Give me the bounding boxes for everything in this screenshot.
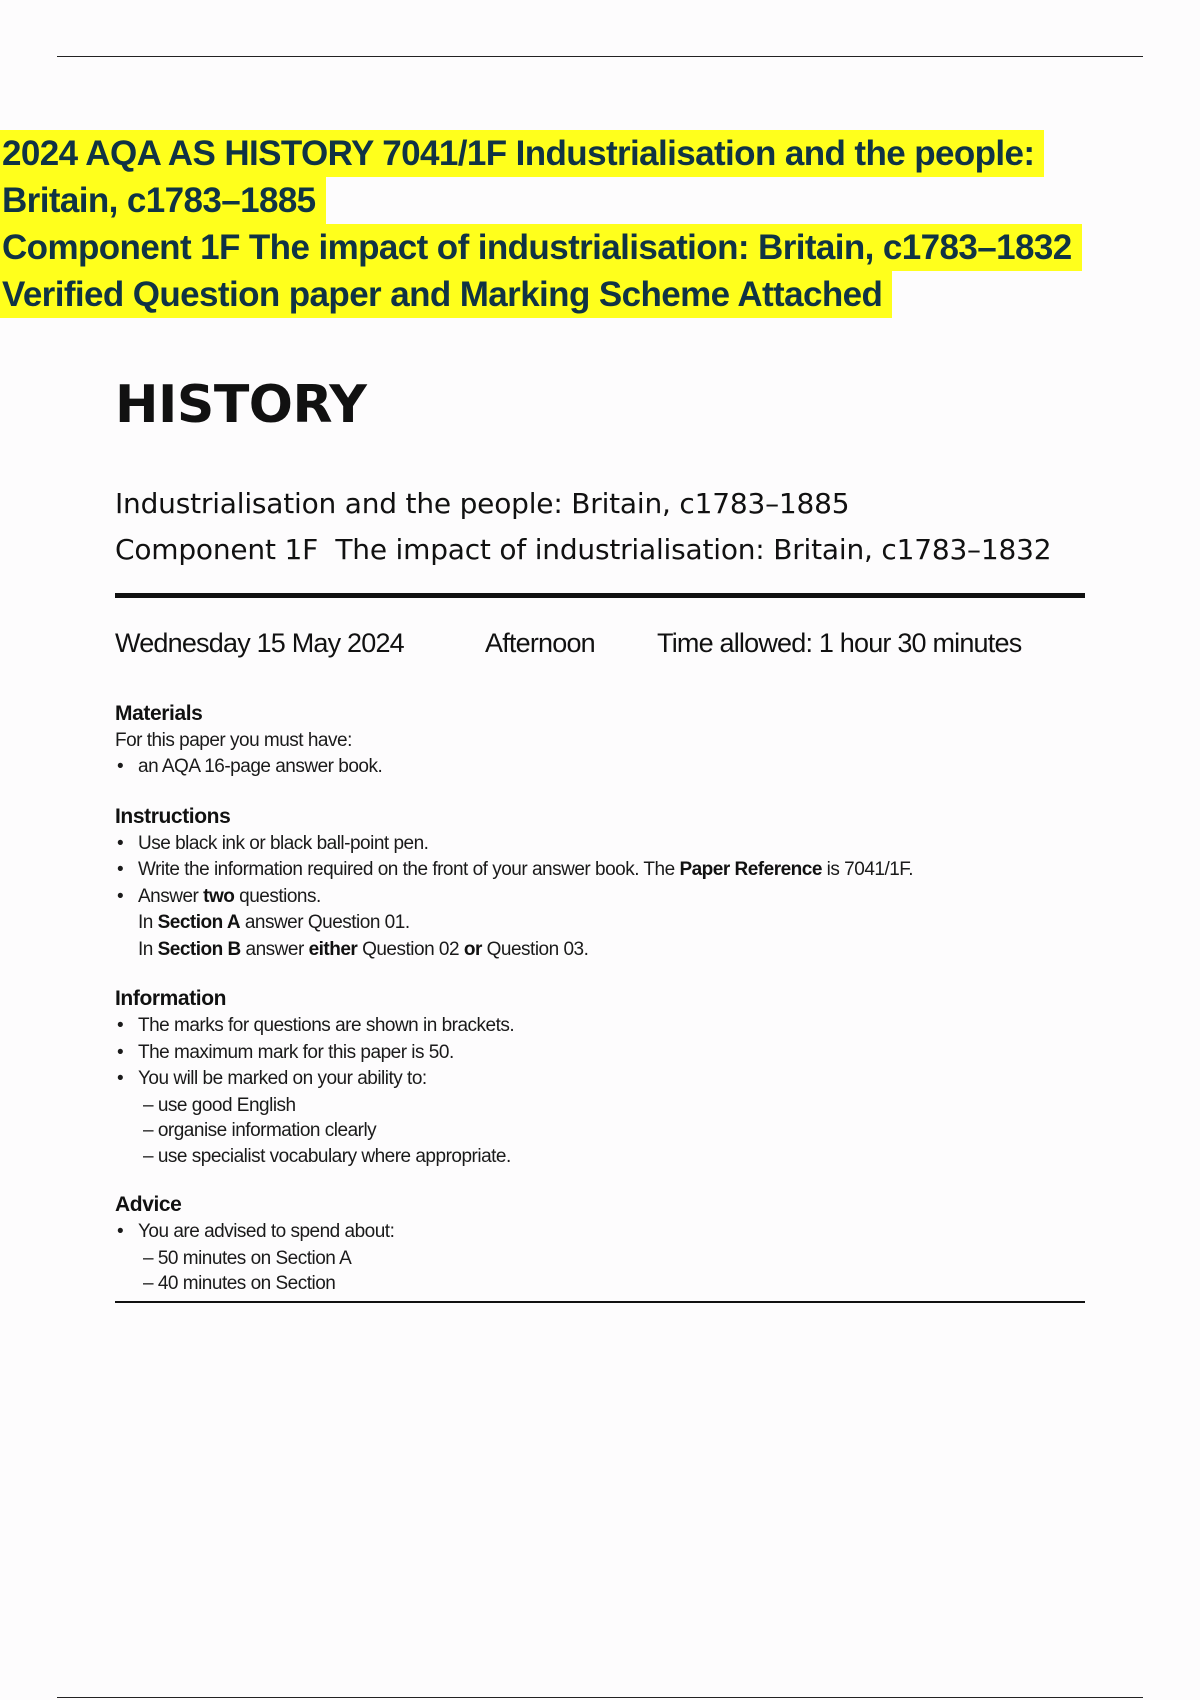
list-subitem: – use good English [143,1094,296,1116]
list-item: • an AQA 16-page answer book. [115,754,1085,781]
materials-list [115,754,1085,781]
exam-date: Wednesday 15 May 2024 [115,628,404,658]
banner-line: Verified Question paper and Marking Scheme Attached [0,271,892,318]
emphasis: either [308,938,358,960]
list-subitem: – use specialist vocabulary where appropriate. [143,1145,511,1167]
advice-section [115,1191,1085,1297]
list-item: • You will be marked on your ability to: [115,1066,1085,1093]
section-heading: Instructions [115,804,231,828]
section-heading: Advice [115,1193,182,1216]
information-section [115,985,1085,1169]
text-run: is 7041/1F. [821,859,914,880]
materials-section [115,700,1085,781]
list-subitem: – 50 minutes on Section A [143,1247,352,1269]
text-run: In [138,912,158,933]
list-subitem: – 40 minutes on Section [143,1273,336,1294]
materials-intro: For this paper you must have: [115,730,352,751]
subtitles [115,481,1085,573]
advice-list [115,1219,1085,1246]
paper-reference-label: Paper Reference [679,859,822,880]
component-subtitle: Component 1F The impact of industrialisation: Britain, c1783–1832 [115,533,1052,566]
text-run: answer Question 01. [240,912,410,933]
header-divider [115,593,1085,598]
section-a-note [115,910,1085,937]
emphasis: Section B [157,938,241,960]
text-run: answer [240,938,309,960]
list-item: • You are advised to spend about: [115,1219,1085,1246]
section-heading: Information [115,987,227,1010]
exam-meta [115,628,1085,668]
emphasis: or [463,938,482,960]
section-heading: Materials [115,702,203,725]
section-b-note [115,937,1085,964]
top-page-rule [57,56,1143,57]
instructions-list [115,831,1085,911]
page-title: HISTORY [115,375,367,435]
instructions-section [115,803,1085,964]
exam-session: Afternoon [485,628,595,658]
banner-line: Component 1F The impact of industrialisation: Britain, c1783–1832 [0,224,1082,271]
exam-cover [115,375,1085,1303]
emphasis: two [203,885,235,907]
banner-line: 2024 AQA AS HISTORY 7041/1F Industrialisation and the people: [0,130,1044,177]
paper-subtitle: Industrialisation and the people: Britain, c1783–1885 [115,487,850,520]
text-run: questions. [234,885,321,907]
list-item [115,884,1085,911]
text-run: Write the information required on the front of your answer book. The [138,859,680,880]
list-item [115,857,1085,884]
list-item: • The marks for questions are shown in brackets. [115,1013,1085,1040]
time-allowed: Time allowed: 1 hour 30 minutes [657,628,1022,658]
emphasis: Section A [157,912,241,933]
list-item: • Use black ink or black ball-point pen. [115,831,1085,858]
text-run: Question 03. [481,938,589,960]
document-banner [0,130,1140,318]
information-list [115,1013,1085,1093]
list-subitem: – organise information clearly [143,1120,377,1141]
footer-divider [115,1301,1085,1303]
text-run: In [138,938,158,960]
bottom-page-rule [57,1697,1143,1698]
banner-line: Britain, c1783–1885 [0,177,326,224]
text-run: Answer [138,885,204,907]
text-run: Question 02 [357,938,464,960]
list-item: • The maximum mark for this paper is 50. [115,1040,1085,1067]
